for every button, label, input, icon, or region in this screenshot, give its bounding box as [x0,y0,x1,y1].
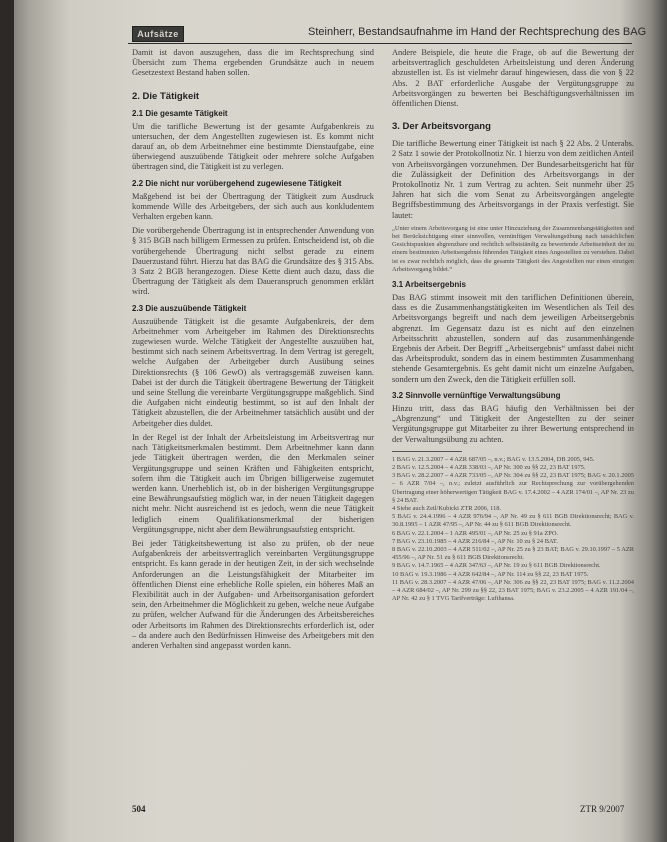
heading-verwaltungsuebung: 3.2 Sinnvolle vernünftige Verwaltungsübung [392,390,561,400]
book-spine-shadow [0,0,14,842]
footnote: 7 BAG v. 23.10.1985 – 4 AZR 216/84 –, AP Nr. 10 zu § 24 BAT. [392,537,558,545]
heading-arbeitsergebnis: 3.1 Arbeitsergebnis [392,280,466,290]
right-column [392,48,634,603]
page-number: 504 [132,804,146,814]
header-rule [128,43,632,44]
paragraph-nicht-2: Die vorübergehende Übertragung ist in entsprechender Anwendung von § 315 BGB nach billigem Ermessen zu prüfen. Entscheidend ist, ob die vorübergehende Übertragung nicht selbst gerade zu einem Dauerzustand führt. Hierzu hat das BAG die Grundsätze des § 315 Abs. 3 Satz 2 BGB herangezogen. Diese Kette dient auch dazu, dass die Übertragung der Tätigkeit als dem Daueranspruch genommen erklärt wird. [132,226,374,297]
paragraph-nicht-1: Maßgebend ist bei der Übertragung der Tätigkeit zum Ausdruck kommende Wille des Arbeitgebers, der sich auch aus konkludentem Verhalten ergeben kann. [132,191,374,222]
paragraph-av-1: Die tarifliche Bewertung einer Tätigkeit ist nach § 22 Abs. 2 Unterabs. 2 Satz 1 sowie der Protokollnotiz Nr. 1 hierzu von dem zeitlichen Anteil von Arbeitsvorgängen vorzunehmen. Der Bundesarbeitsgericht hat für die Zulässigkeit der Definition des Arbeitsvorgangs in der Protokollnotiz Nr. 1 zum Vertrag zu achten. Seit nunmehr über 25 Jahren hat sich die vom Senat zu Arbeitsvorgängen angelegte Begriffsbestimmung des Arbeitsvorgangs in der Praxis verfestigt. Sie lautet: [392,139,634,220]
paragraph-gesamte: Um die tarifliche Bewertung ist der gesamte Aufgabenkreis zu untersuchen, der dem Angestellten zugewiesen ist. Es kommt nicht darauf an, ob dem Arbeitnehmer eine bestimmte Dienstaufgabe, eine überwiegend auszuübende Tätigkeit oder mehrere solche Aufgaben übertragen sind, die Tätigkeit ist zu verlegen. [132,121,374,172]
definition-quote: „Unter einem Arbeitsvorgang ist eine unter Hinzuziehung der Zusammenhangstätigkeiten und bei Berücksichtigung einer sinnvollen, vernünftigen Verwaltungsübung nach tatsächlichen Gesichtspunkten abgrenzbare und rechtlich selbstständig zu bewertende Arbeitseinheit der zu einem bestimmten Arbeitsergebnis führenden Tätigkeit eines Angestellten zu verstehen. Dabei ist es zwar rechtlich möglich, dass die gesamte Tätigkeit des Angestellten nur einen einzigen Arbeitsvorgang bildet.“ [392,224,634,273]
left-column [132,48,374,655]
paragraph-ausz-2: In der Regel ist der Inhalt der Arbeitsleistung im Arbeitsvertrag nur nach Tätigkeitsmerkmalen bestimmt. Dem Arbeitnehmer kann dann jede Tätigkeit übertragen werden, die den Merkmalen seiner Vergütungsgruppe und seinen Kräften und Fähigkeiten entspricht, sofern ihm die Tätigkeit auch im Übrigen billigerweise zugemutet werden kann. Unerheblich ist, ob in der bisherigen Vergütungsgruppe eine Bewährungsaufstieg möglich war, in der neuen Tätigkeit dagegen nicht mehr. Nicht ausreichend ist es jedoch, wenn die neue Tätigkeit lediglich einem Qualifikationsmerkmal der bisherigen Vergütungsgruppe, nicht aber dem Bewährungsaufstieg entspricht. [132,432,374,534]
heading-auszuuebende: 2.3 Die auszuübende Tätigkeit [132,303,247,313]
paragraph-arbeitsergebnis: Das BAG stimmt insoweit mit den tariflichen Definitionen überein, dass es die Zusammenhangstätigkeiten im Wesentlichen als Teil des Arbeitsvorgangs begreift und nach dem jeweiligen Arbeitsergebnis abgrenzt. Im Gegensatz dazu ist es nicht auf den einzelnen Arbeitsschritt abzustellen, sondern auf das zusammenhängende Ergebnis der Arbeit. Der Begriff „Arbeitsergebnis“ umfasst dabei nicht das Arbeitsprodukt, sondern das in einem bestimmten Zusammenhang stehende Gesamtergebnis. Es geht damit nicht um einzelne Aufgaben, sondern um den Zweck, den die Tätigkeit erfüllen soll. [392,293,634,384]
footnote: 6 BAG v. 22.1.2004 – 1 AZR 495/01 –, AP Nr. 25 zu § 91a ZPO. [392,529,559,537]
footnote: 8 BAG v. 22.10.2003 – 4 AZR 511/02 –, AP Nr. 25 zu § 23 BAT; BAG v. 29.10.1997 – 5 AZR 455/96 –, AP Nr. 51 zu § 611 BGB Direktionsrecht. [392,545,634,562]
footnote: 9 BAG v. 14.7.1965 – 4 AZR 347/63 –, AP Nr. 19 zu § 611 BGB Direktionsrecht. [392,562,601,570]
journal-issue: ZTR 9/2007 [580,804,625,814]
paragraph-ausz-3: Bei jeder Tätigkeitsbewertung ist also zu prüfen, ob der neue Aufgabenkreis der arbeitsvertraglich vereinbarten Vergütungsgruppe entspricht. Es kann gerade in der heutigen Zeit, in der sich wechselnde Anforderungen an die Leistungsfähigkeit der Mitarbeiter im öffentlichen Dienst eine erhebliche Rolle spielen, ein höheres Maß an Flexibilität auch in der Aufgaben- und Arbeitsorganisation gefordert sein, den Arbeitnehmer die Möglichkeit zu geben, welche neue Aufgabe zu prüfen, welcher Aufwand für die Änderungen des Arbeitsbereiches oder Arbeitsorts im Rahmen des Direktionsrechts erforderlich ist, oder – da andere auch den Bedürfnissen Hinweise des Arbeitgebers mit den anderen Verhalten sind angepasst worden kann. [132,538,374,650]
running-title: Steinherr, Bestandsaufnahme im Hand der Rechtsprechung des BAG [308,26,647,38]
paragraph-ausz-1: Auszuübende Tätigkeit ist die gesamte Aufgabenkreis, der dem Arbeitnehmer vom Arbeitgeber im Rahmen des Direktionsrechts zugewiesen wurde. Welche Tätigkeit der Angestellte auszuüben hat, bestimmt sich nach seinem Arbeitsvertrag. In dem Vertrag ist geregelt, welche Aufgaben der Arbeitgeber durch Ausübung seines Direktionsrechts (§ 106 GewO) als vertragsgemäß zuweisen kann. Dabei ist der durch die Tätigkeit übertragene Bewertung der Tätigkeit und seine Stellung die vereinbarte Vergütungsgruppe maßgeblich. Sind die Aufgaben nicht eindeutig bestimmt, so ist auf den Inhalt der Tätigkeit abzustellen, die der Arbeitnehmer tatsächlich ausübt und der Arbeitgeber dies duldet. [132,316,374,428]
footnote: 4 Siehe auch Zetl/Kubicki ZTR 2006, 118. [392,504,502,512]
footnote: 2 BAG v. 12.5.2004 – 4 AZR 338/03 –, AP Nr. 300 zu §§ 22, 23 BAT 1975. [392,463,586,471]
footnote-rule [392,451,462,452]
footnotes [392,456,634,604]
footnote: 3 BAG v. 28.2.2007 – 4 AZR 733/05 –, AP Nr. 304 zu §§ 22, 23 BAT 1975; BAG v. 20.1.2005 – 6 AZR 7/04 –, n.v.; zuletzt ausführlich zur Rechtsprechung zur vorübergehenden Übertragung einer höherwertigen Tätigkeit BAG v. 17.4.2002 – 4 AZR 174/01 –, AP Nr. 23 zu § 24 BAT. [392,472,634,504]
heading-gesamte-taetigkeit: 2.1 Die gesamte Tätigkeit [132,108,228,118]
footnote: 5 BAG v. 24.4.1996 – 4 AZR 976/94 –, AP Nr. 49 zu § 611 BGB Direktionsrecht; BAG v. 30.8.1995 – 1 AZR 47/95 –, AP Nr. 44 zu § 611 BGB Direktionsrecht. [392,513,634,529]
heading-arbeitsvorgang: 3. Der Arbeitsvorgang [392,121,491,133]
footnote: 11 BAG v. 28.3.2007 – 4 AZR 47/06 –, AP Nr. 306 zu §§ 22, 23 BAT 1975; BAG v. 11.2.2004 – 4 AZR 684/02 –, AP Nr. 299 zu §§ 22, 23 BAT 1975; BAG v. 23.2.2005 – 4 AZR 191/04 –, AP Nr. 42 zu § 1 TVG Tarifverträge: Lufthansa. [392,578,634,603]
section-logo: Aufsätze [132,26,184,42]
heading-nicht-vorubergehend: 2.2 Die nicht nur vorübergehend zugewiesene Tätigkeit [132,178,342,188]
footnote: 10 BAG v. 19.3.1986 – 4 AZR 642/84 –, AP Nr. 114 zu §§ 22, 23 BAT 1975. [392,570,589,578]
intro-paragraph: Damit ist davon auszugehen, dass die im Rechtsprechung sind Übersicht zum Thema ergebenden Grundsätze auch in neuem Gesetzestext Bestand haben sollen. [132,48,374,78]
paragraph-top: Andere Beispiele, die heute die Frage, ob auf die Bewertung der arbeitsvertraglich geschuldeten Arbeitsleistung und deren Änderung abzustellen ist. Es ist vielmehr darauf hingewiesen, dass die von § 22 Abs. 2 BAT erforderliche Ausgabe der Vergütungsgruppe zu Arbeitsvorgängen zu bewerten bei Beschäftigungsverhältnissen im öffentlichen Dienst. [392,48,634,109]
footnote: 1 BAG v. 21.3.2007 – 4 AZR 687/05 –, n.v.; BAG v. 13.5.2004, DB 2005, 945. [392,455,595,463]
paragraph-verwaltungsuebung: Hinzu tritt, dass das BAG häufig den Verhältnissen bei der „Abgrenzung“ und Tätigkeit der Angestellten zu der seiner Vergütungsgruppe gut Mitarbeiter zu ihrer Bewertung entsprechend in der Verwaltungsübung zu achten. [392,403,634,444]
heading-taetigkeit: 2. Die Tätigkeit [132,90,200,102]
